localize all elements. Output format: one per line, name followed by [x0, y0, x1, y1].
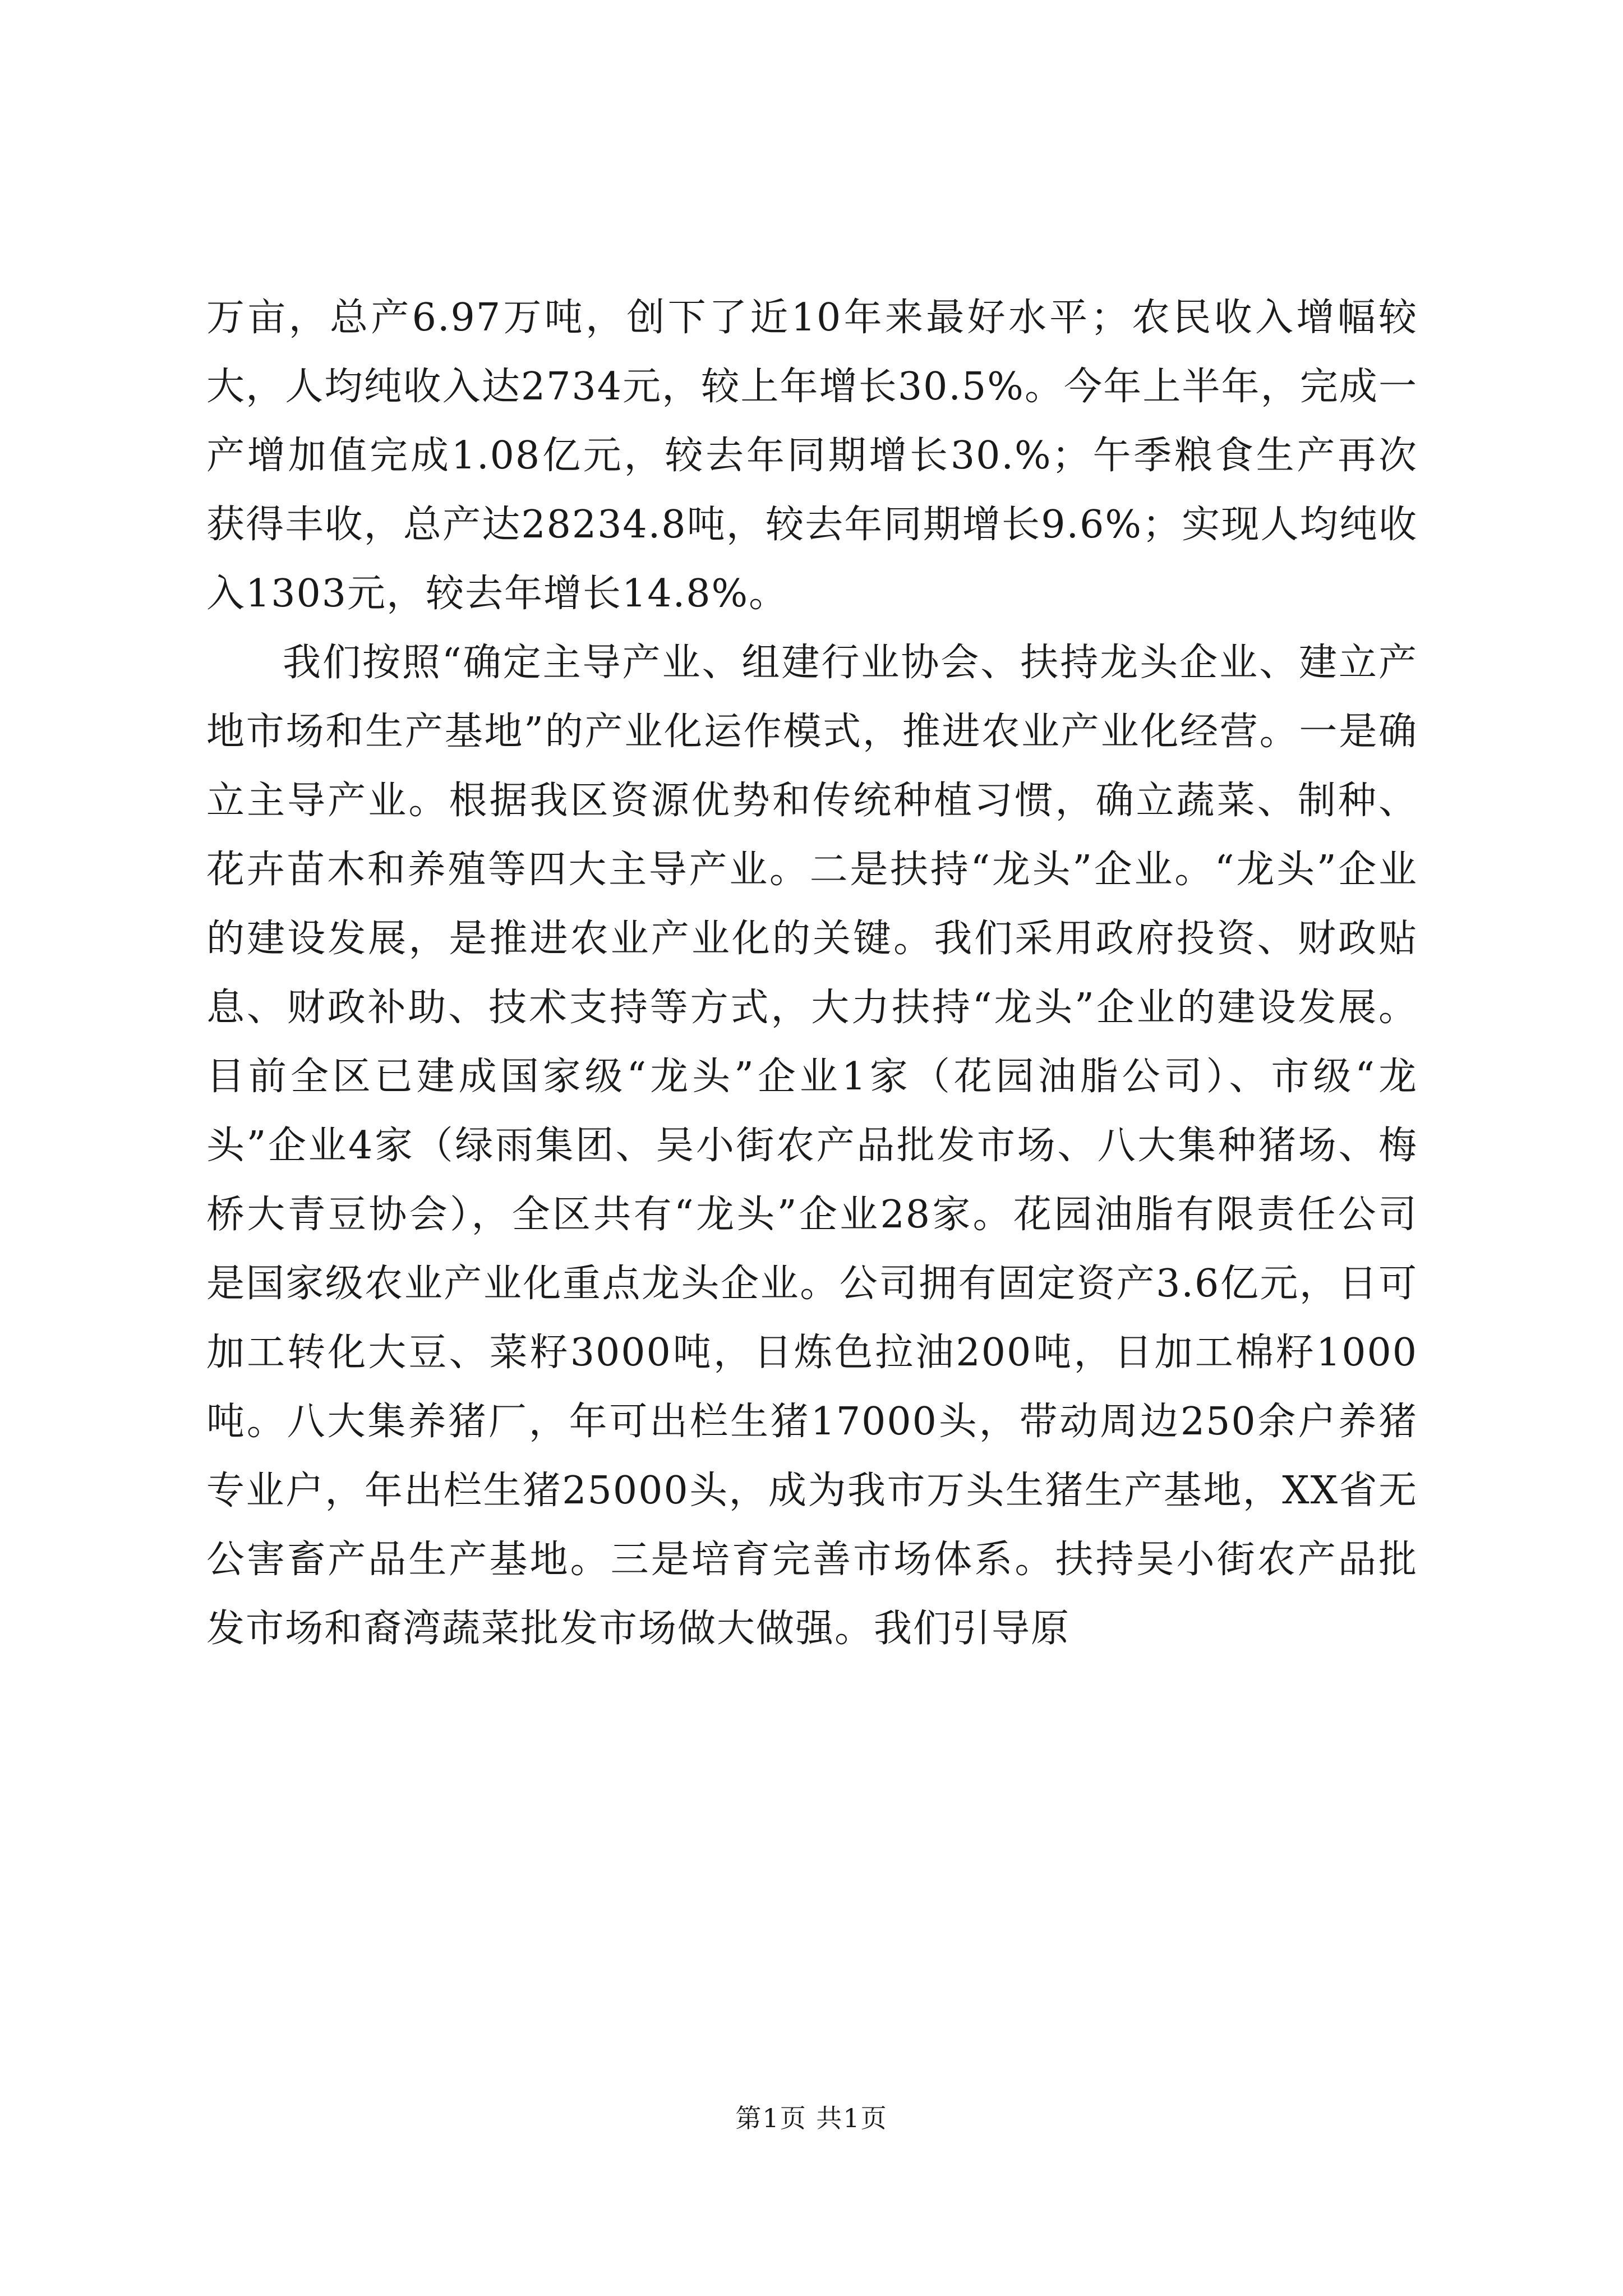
page-footer: 第1页 共1页: [735, 2103, 888, 2133]
paragraph-industrialization: 我们按照“确定主导产业、组建行业协会、扶持龙头企业、建立产地市场和生产基地”的产业化运作模式，推进农业产业化经营。一是确立主导产业。根据我区资源优势和传统种植习惯，确立蔬菜、制种、花卉苗木和养殖等四大主导产业。二是扶持“龙头”企业。“龙头”企业的建设发展，是推进农业产业化的关键。我们采用政府投资、财政贴息、财政补助、技术支持等方式，大力扶持“龙头”企业的建设发展。目前全区已建成国家级“龙头”企业1家（花园油脂公司）、市级“龙头”企业4家（绿雨集团、吴小街农产品批发市场、八大集种猪场、梅桥大青豆协会），全区共有“龙头”企业28家。花园油脂有限责任公司是国家级农业产业化重点龙头企业。公司拥有固定资产3.6亿元，日可加工转化大豆、菜籽3000吨，日炼色拉油200吨，日加工棉籽1000吨。八大集养猪厂，年可出栏生猪17000头，带动周边250余户养猪专业户，年出栏生猪25000头，成为我市万头生猪生产基地，XX省无公害畜产品生产基地。三是培育完善市场体系。扶持吴小街农产品批发市场和裔湾蔬菜批发市场做大做强。我们引导原: [206, 641, 1418, 1651]
document-body: [206, 283, 1418, 1663]
paragraph-statistics: 万亩，总产6.97万吨，创下了近10年来最好水平；农民收入增幅较大，人均纯收入达2734元，较上年增长30.5%。今年上半年，完成一产增加值完成1.08亿元，较去年同期增长30.%；午季粮食生产再次获得丰收，总产达28234.8吨，较去年同期增长9.6%；实现人均纯收入1303元，较去年增长14.8%。: [206, 296, 1418, 616]
